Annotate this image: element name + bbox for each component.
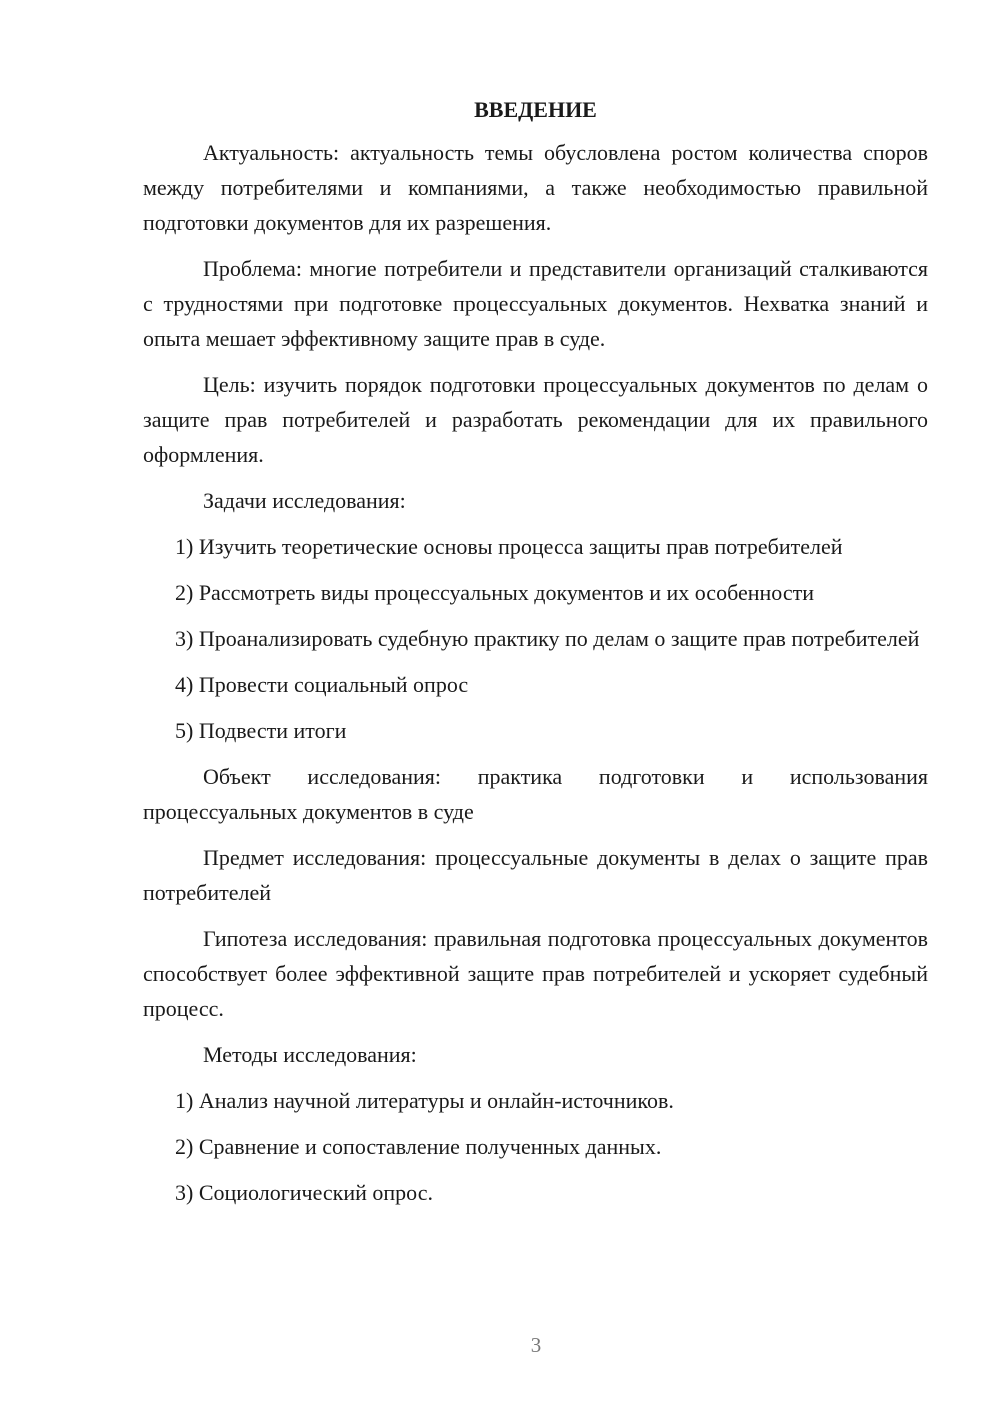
document-page bbox=[143, 94, 928, 1221]
task-item: 3) Проанализировать судебную практику по делам о защите прав потребителей bbox=[175, 626, 920, 651]
problem-paragraph: Проблема: многие потребители и представители организаций сталкиваются с трудностями при подготовке процессуальных документов. Нехватка знаний и опыта мешает эффективному защите прав в суде. bbox=[143, 256, 928, 351]
task-item: 4) Провести социальный опрос bbox=[175, 672, 469, 697]
section-title: ВВЕДЕНИЕ bbox=[474, 97, 597, 122]
goal-paragraph: Цель: изучить порядок подготовки процессуальных документов по делам о защите прав потребителей и разработать рекомендации для их правильного оформления. bbox=[143, 372, 928, 467]
hypothesis-paragraph: Гипотеза исследования: правильная подготовка процессуальных документов способствует более эффективной защите прав потребителей и ускоряет судебный процесс. bbox=[143, 926, 928, 1021]
object-paragraph: Объект исследования: практика подготовки и использования процессуальных документов в суде bbox=[143, 764, 928, 824]
methods-heading: Методы исследования: bbox=[203, 1042, 417, 1067]
task-item: 1) Изучить теоретические основы процесса защиты прав потребителей bbox=[175, 534, 843, 559]
page-number: 3 bbox=[530, 1333, 542, 1357]
method-item: 1) Анализ научной литературы и онлайн-источников. bbox=[175, 1088, 674, 1113]
method-item: 3) Социологический опрос. bbox=[175, 1180, 433, 1205]
tasks-heading: Задачи исследования: bbox=[203, 488, 406, 513]
relevance-paragraph: Актуальность: актуальность темы обусловлена ростом количества споров между потребителями и компаниями, а также необходимостью правильной подготовки документов для их разрешения. bbox=[143, 140, 928, 235]
task-item: 2) Рассмотреть виды процессуальных документов и их особенности bbox=[175, 580, 814, 605]
task-item: 5) Подвести итоги bbox=[175, 718, 347, 743]
subject-paragraph: Предмет исследования: процессуальные документы в делах о защите прав потребителей bbox=[143, 845, 928, 905]
method-item: 2) Сравнение и сопоставление полученных данных. bbox=[175, 1134, 662, 1159]
